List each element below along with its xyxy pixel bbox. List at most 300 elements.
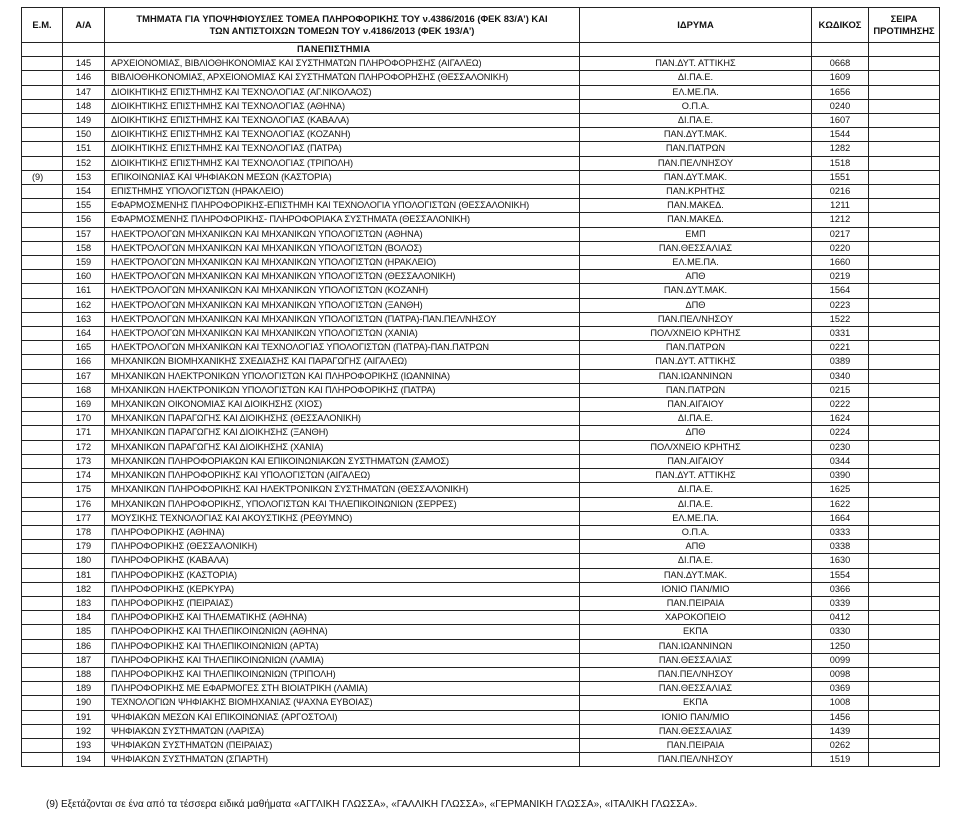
em-cell [22, 412, 63, 426]
table-row [22, 611, 940, 625]
em-cell [22, 327, 63, 341]
aa-cell: 172 [63, 440, 105, 454]
code-cell: 1250 [812, 639, 869, 653]
code-cell: 0668 [812, 57, 869, 71]
table-row [22, 71, 940, 85]
aa-cell: 165 [63, 341, 105, 355]
preference-cell [869, 738, 940, 752]
em-cell [22, 753, 63, 767]
preference-cell [869, 270, 940, 284]
institution-cell: ΕΛ.ΜΕ.ΠΑ. [580, 511, 812, 525]
department-name: ΗΛΕΚΤΡΟΛΟΓΩΝ ΜΗΧΑΝΙΚΩΝ ΚΑΙ ΜΗΧΑΝΙΚΩΝ ΥΠΟΛΟΓΙΣΤΩΝ (ΒΟΛΟΣ) [105, 241, 580, 255]
aa-cell: 176 [63, 497, 105, 511]
header-institution: ΙΔΡΥΜΑ [580, 8, 812, 43]
table-row [22, 625, 940, 639]
department-name: ΔΙΟΙΚΗΤΙΚΗΣ ΕΠΙΣΤΗΜΗΣ ΚΑΙ ΤΕΧΝΟΛΟΓΙΑΣ (ΑΓ.ΝΙΚΟΛΑΟΣ) [105, 85, 580, 99]
table-row [22, 57, 940, 71]
department-name: ΜΗΧΑΝΙΚΩΝ ΠΛΗΡΟΦΟΡΙΚΗΣ ΚΑΙ ΗΛΕΚΤΡΟΝΙΚΩΝ ΣΥΣΤΗΜΑΤΩΝ (ΘΕΣΣΑΛΟΝΙΚΗ) [105, 483, 580, 497]
department-name: ΠΛΗΡΟΦΟΡΙΚΗΣ ΚΑΙ ΤΗΛΕΠΙΚΟΙΝΩΝΙΩΝ (ΛΑΜΙΑ) [105, 653, 580, 667]
code-cell: 0222 [812, 398, 869, 412]
aa-cell: 159 [63, 256, 105, 270]
em-cell [22, 738, 63, 752]
aa-cell: 149 [63, 114, 105, 128]
aa-cell: 168 [63, 383, 105, 397]
preference-cell [869, 753, 940, 767]
code-cell: 1660 [812, 256, 869, 270]
preference-cell [869, 355, 940, 369]
em-cell [22, 85, 63, 99]
em-cell [22, 525, 63, 539]
code-cell: 0230 [812, 440, 869, 454]
table-row [22, 369, 940, 383]
code-cell: 0262 [812, 738, 869, 752]
code-cell: 1456 [812, 710, 869, 724]
code-cell: 0333 [812, 525, 869, 539]
em-cell [22, 355, 63, 369]
header-title [105, 8, 580, 43]
preference-cell [869, 667, 940, 681]
em-cell [22, 398, 63, 412]
preference-cell [869, 525, 940, 539]
em-cell [22, 454, 63, 468]
aa-cell: 169 [63, 398, 105, 412]
table-row [22, 213, 940, 227]
preference-cell [869, 156, 940, 170]
em-cell [22, 185, 63, 199]
preference-cell [869, 454, 940, 468]
preference-cell [869, 170, 940, 184]
code-cell: 0240 [812, 99, 869, 113]
em-cell [22, 142, 63, 156]
em-cell [22, 383, 63, 397]
aa-cell: 160 [63, 270, 105, 284]
preference-cell [869, 511, 940, 525]
preference-cell [869, 596, 940, 610]
code-cell: 0412 [812, 611, 869, 625]
institution-cell: ΔΙ.ΠΑ.Ε. [580, 71, 812, 85]
aa-cell: 147 [63, 85, 105, 99]
preference-cell [869, 696, 940, 710]
code-cell: 1519 [812, 753, 869, 767]
em-cell [22, 568, 63, 582]
department-name: ΜΟΥΣΙΚΗΣ ΤΕΧΝΟΛΟΓΙΑΣ ΚΑΙ ΑΚΟΥΣΤΙΚΗΣ (ΡΕΘΥΜΝΟ) [105, 511, 580, 525]
department-name: ΜΗΧΑΝΙΚΩΝ ΗΛΕΚΤΡΟΝΙΚΩΝ ΥΠΟΛΟΓΙΣΤΩΝ ΚΑΙ ΠΛΗΡΟΦΟΡΙΚΗΣ (ΙΩΑΝΝΙΝΑ) [105, 369, 580, 383]
preference-cell [869, 682, 940, 696]
aa-cell: 170 [63, 412, 105, 426]
table-row [22, 185, 940, 199]
preference-cell [869, 469, 940, 483]
aa-cell: 180 [63, 554, 105, 568]
institution-cell: ΔΠΘ [580, 298, 812, 312]
aa-cell: 148 [63, 99, 105, 113]
footnote: (9) Εξετάζονται σε ένα από τα τέσσερα ειδικά μαθήματα «ΑΓΓΛΙΚΗ ΓΛΩΣΣΑ», «ΓΑΛΛΙΚΗ ΓΛΩΣΣΑ», «ΓΕΡΜΑΝΙΚΗ ΓΛΩΣΣΑ», «ΙΤΑΛΙΚΗ ΓΛΩΣΣΑ». [46, 799, 698, 810]
department-name: ΨΗΦΙΑΚΩΝ ΜΕΣΩΝ ΚΑΙ ΕΠΙΚΟΙΝΩΝΙΑΣ (ΑΡΓΟΣΤΟΛΙ) [105, 710, 580, 724]
institution-cell: ΠΟΛ/ΧΝΕΙΟ ΚΡΗΤΗΣ [580, 327, 812, 341]
em-cell [22, 696, 63, 710]
department-name: ΜΗΧΑΝΙΚΩΝ ΠΑΡΑΓΩΓΗΣ ΚΑΙ ΔΙΟΙΚΗΣΗΣ (ΧΑΝΙΑ) [105, 440, 580, 454]
section-pref-cell [869, 43, 940, 57]
institution-cell: ΠΑΝ.ΠΑΤΡΩΝ [580, 383, 812, 397]
code-cell: 0340 [812, 369, 869, 383]
preference-cell [869, 312, 940, 326]
institution-cell: ΠΑΝ.ΠΑΤΡΩΝ [580, 142, 812, 156]
institution-cell: ΕΜΠ [580, 227, 812, 241]
code-cell: 0223 [812, 298, 869, 312]
institution-cell: ΠΑΝ.ΠΕΙΡΑΙΑ [580, 738, 812, 752]
header-preference-line1: ΣΕΙΡΑ [890, 13, 918, 24]
aa-cell: 145 [63, 57, 105, 71]
em-cell [22, 128, 63, 142]
department-name: ΠΛΗΡΟΦΟΡΙΚΗΣ (ΚΑΣΤΟΡΙΑ) [105, 568, 580, 582]
department-name: ΠΛΗΡΟΦΟΡΙΚΗΣ (ΘΕΣΣΑΛΟΝΙΚΗ) [105, 540, 580, 554]
department-name: ΨΗΦΙΑΚΩΝ ΣΥΣΤΗΜΑΤΩΝ (ΣΠΑΡΤΗ) [105, 753, 580, 767]
aa-cell: 167 [63, 369, 105, 383]
preference-cell [869, 540, 940, 554]
code-cell: 0217 [812, 227, 869, 241]
header-code: ΚΩΔΙΚΟΣ [812, 8, 869, 43]
institution-cell: ΠΑΝ.ΙΩΑΝΝΙΝΩΝ [580, 369, 812, 383]
preference-cell [869, 85, 940, 99]
department-name: ΕΠΙΚΟΙΝΩΝΙΑΣ ΚΑΙ ΨΗΦΙΑΚΩΝ ΜΕΣΩΝ (ΚΑΣΤΟΡΙΑ) [105, 170, 580, 184]
department-name: ΠΛΗΡΟΦΟΡΙΚΗΣ (ΚΕΡΚΥΡΑ) [105, 582, 580, 596]
em-cell [22, 611, 63, 625]
em-cell [22, 639, 63, 653]
aa-cell: 157 [63, 227, 105, 241]
table-row [22, 653, 940, 667]
aa-cell: 184 [63, 611, 105, 625]
institution-cell: ΠΑΝ.ΘΕΣΣΑΛΙΑΣ [580, 724, 812, 738]
institution-cell: ΔΙ.ΠΑ.Ε. [580, 114, 812, 128]
table-row [22, 440, 940, 454]
preference-cell [869, 611, 940, 625]
department-name: ΔΙΟΙΚΗΤΙΚΗΣ ΕΠΙΣΤΗΜΗΣ ΚΑΙ ΤΕΧΝΟΛΟΓΙΑΣ (ΚΑΒΑΛΑ) [105, 114, 580, 128]
em-cell [22, 99, 63, 113]
em-cell [22, 369, 63, 383]
department-name: ΜΗΧΑΝΙΚΩΝ ΠΑΡΑΓΩΓΗΣ ΚΑΙ ΔΙΟΙΚΗΣΗΣ (ΞΑΝΘΗ) [105, 426, 580, 440]
em-cell [22, 653, 63, 667]
institution-cell: ΠΑΝ.ΑΙΓΑΙΟΥ [580, 398, 812, 412]
institution-cell: ΠΑΝ.ΔΥΤ.ΜΑΚ. [580, 568, 812, 582]
preference-cell [869, 412, 940, 426]
institution-cell: ΠΑΝ.ΜΑΚΕΔ. [580, 213, 812, 227]
institution-cell: ΑΠΘ [580, 540, 812, 554]
code-cell: 1622 [812, 497, 869, 511]
aa-cell: 179 [63, 540, 105, 554]
section-row [22, 43, 940, 57]
em-cell [22, 724, 63, 738]
department-name: ΗΛΕΚΤΡΟΛΟΓΩΝ ΜΗΧΑΝΙΚΩΝ ΚΑΙ ΜΗΧΑΝΙΚΩΝ ΥΠΟΛΟΓΙΣΤΩΝ (ΑΘΗΝΑ) [105, 227, 580, 241]
code-cell: 0390 [812, 469, 869, 483]
table-row [22, 270, 940, 284]
preference-cell [869, 256, 940, 270]
institution-cell: ΠΑΝ.ΘΕΣΣΑΛΙΑΣ [580, 241, 812, 255]
code-cell: 1630 [812, 554, 869, 568]
em-cell [22, 341, 63, 355]
institution-cell: ΕΚΠΑ [580, 625, 812, 639]
department-name: ΗΛΕΚΤΡΟΛΟΓΩΝ ΜΗΧΑΝΙΚΩΝ ΚΑΙ ΜΗΧΑΝΙΚΩΝ ΥΠΟΛΟΓΙΣΤΩΝ (ΞΑΝΘΗ) [105, 298, 580, 312]
preference-cell [869, 710, 940, 724]
preference-cell [869, 383, 940, 397]
header-title-line1: ΤΜΗΜΑΤΑ ΓΙΑ ΥΠΟΨΗΦΙΟΥΣ/ΙΕΣ ΤΟΜΕΑ ΠΛΗΡΟΦΟΡΙΚΗΣ ΤΟΥ ν.4386/2016 (ΦΕΚ 83/Α’) ΚΑΙ [136, 13, 548, 24]
table-row [22, 327, 940, 341]
table-row [22, 525, 940, 539]
department-name: ΒΙΒΛΙΟΘΗΚΟΝΟΜΙΑΣ, ΑΡΧΕΙΟΝΟΜΙΑΣ ΚΑΙ ΣΥΣΤΗΜΑΤΩΝ ΠΛΗΡΟΦΟΡΗΣΗΣ (ΘΕΣΣΑΛΟΝΙΚΗ) [105, 71, 580, 85]
table-row [22, 256, 940, 270]
institution-cell: ΔΙ.ΠΑ.Ε. [580, 412, 812, 426]
aa-cell: 151 [63, 142, 105, 156]
institution-cell: ΔΠΘ [580, 426, 812, 440]
aa-cell: 193 [63, 738, 105, 752]
aa-cell: 155 [63, 199, 105, 213]
em-cell [22, 710, 63, 724]
table-row [22, 511, 940, 525]
department-name: ΨΗΦΙΑΚΩΝ ΣΥΣΤΗΜΑΤΩΝ (ΠΕΙΡΑΙΑΣ) [105, 738, 580, 752]
aa-cell: 190 [63, 696, 105, 710]
table-row [22, 540, 940, 554]
institution-cell: ΠΑΝ.ΠΕΛ/ΝΗΣΟΥ [580, 156, 812, 170]
code-cell: 1211 [812, 199, 869, 213]
aa-cell: 152 [63, 156, 105, 170]
institution-cell: Ο.Π.Α. [580, 525, 812, 539]
institution-cell: ΔΙ.ΠΑ.Ε. [580, 483, 812, 497]
department-name: ΜΗΧΑΝΙΚΩΝ ΠΑΡΑΓΩΓΗΣ ΚΑΙ ΔΙΟΙΚΗΣΗΣ (ΘΕΣΣΑΛΟΝΙΚΗ) [105, 412, 580, 426]
header-aa: Α/Α [63, 8, 105, 43]
table-row [22, 682, 940, 696]
institution-cell: ΔΙ.ΠΑ.Ε. [580, 554, 812, 568]
table-row [22, 284, 940, 298]
preference-cell [869, 298, 940, 312]
institution-cell: ΠΑΝ.ΜΑΚΕΔ. [580, 199, 812, 213]
department-name: ΠΛΗΡΟΦΟΡΙΚΗΣ ΚΑΙ ΤΗΛΕΠΙΚΟΙΝΩΝΙΩΝ (ΑΘΗΝΑ) [105, 625, 580, 639]
preference-cell [869, 142, 940, 156]
em-cell [22, 57, 63, 71]
department-name: ΔΙΟΙΚΗΤΙΚΗΣ ΕΠΙΣΤΗΜΗΣ ΚΑΙ ΤΕΧΝΟΛΟΓΙΑΣ (ΚΟΖΑΝΗ) [105, 128, 580, 142]
institution-cell: ΠΑΝ.ΔΥΤ.ΜΑΚ. [580, 170, 812, 184]
aa-cell: 192 [63, 724, 105, 738]
aa-cell: 156 [63, 213, 105, 227]
preference-cell [869, 554, 940, 568]
preference-cell [869, 582, 940, 596]
preference-cell [869, 497, 940, 511]
institution-cell: ΠΑΝ.ΠΕΙΡΑΙΑ [580, 596, 812, 610]
code-cell: 1522 [812, 312, 869, 326]
table-row [22, 412, 940, 426]
department-name: ΗΛΕΚΤΡΟΛΟΓΩΝ ΜΗΧΑΝΙΚΩΝ ΚΑΙ ΜΗΧΑΝΙΚΩΝ ΥΠΟΛΟΓΙΣΤΩΝ (ΧΑΝΙΑ) [105, 327, 580, 341]
institution-cell: ΑΠΘ [580, 270, 812, 284]
preference-cell [869, 440, 940, 454]
em-cell [22, 497, 63, 511]
aa-cell: 166 [63, 355, 105, 369]
em-cell [22, 114, 63, 128]
em-cell [22, 582, 63, 596]
preference-cell [869, 284, 940, 298]
aa-cell: 188 [63, 667, 105, 681]
table-row [22, 568, 940, 582]
code-cell: 1008 [812, 696, 869, 710]
department-name: ΔΙΟΙΚΗΤΙΚΗΣ ΕΠΙΣΤΗΜΗΣ ΚΑΙ ΤΕΧΝΟΛΟΓΙΑΣ (ΑΘΗΝΑ) [105, 99, 580, 113]
aa-cell: 187 [63, 653, 105, 667]
aa-cell: 194 [63, 753, 105, 767]
em-cell [22, 540, 63, 554]
institution-cell: ΠΑΝ.ΔΥΤ. ΑΤΤΙΚΗΣ [580, 469, 812, 483]
institution-cell: ΕΛ.ΜΕ.ΠΑ. [580, 85, 812, 99]
table-row [22, 639, 940, 653]
em-cell [22, 483, 63, 497]
em-cell: (9) [22, 170, 63, 184]
code-cell: 0221 [812, 341, 869, 355]
header-preference [869, 8, 940, 43]
institution-cell: ΙΟΝΙΟ ΠΑΝ/ΜΙΟ [580, 710, 812, 724]
table-row [22, 170, 940, 184]
department-name: ΜΗΧΑΝΙΚΩΝ ΠΛΗΡΟΦΟΡΙΚΗΣ ΚΑΙ ΥΠΟΛΟΓΙΣΤΩΝ (ΑΙΓΑΛΕΩ) [105, 469, 580, 483]
em-cell [22, 284, 63, 298]
aa-cell: 189 [63, 682, 105, 696]
table-row [22, 142, 940, 156]
em-cell [22, 199, 63, 213]
department-name: ΜΗΧΑΝΙΚΩΝ ΠΛΗΡΟΦΟΡΙΚΗΣ, ΥΠΟΛΟΓΙΣΤΩΝ ΚΑΙ ΤΗΛΕΠΙΚΟΙΝΩΝΙΩΝ (ΣΕΡΡΕΣ) [105, 497, 580, 511]
preference-cell [869, 398, 940, 412]
em-cell [22, 682, 63, 696]
institution-cell: ΙΟΝΙΟ ΠΑΝ/ΜΙΟ [580, 582, 812, 596]
aa-cell: 183 [63, 596, 105, 610]
table-row [22, 398, 940, 412]
em-cell [22, 256, 63, 270]
preference-cell [869, 639, 940, 653]
aa-cell: 175 [63, 483, 105, 497]
header-em: Ε.Μ. [22, 8, 63, 43]
aa-cell: 174 [63, 469, 105, 483]
table-row [22, 483, 940, 497]
em-cell [22, 440, 63, 454]
institution-cell: ΧΑΡΟΚΟΠΕΙΟ [580, 611, 812, 625]
table-row [22, 99, 940, 113]
code-cell: 1624 [812, 412, 869, 426]
institution-cell: ΠΑΝ.ΠΕΛ/ΝΗΣΟΥ [580, 753, 812, 767]
em-cell [22, 625, 63, 639]
table-row [22, 156, 940, 170]
aa-cell: 153 [63, 170, 105, 184]
em-cell [22, 270, 63, 284]
code-cell: 0330 [812, 625, 869, 639]
department-name: ΨΗΦΙΑΚΩΝ ΣΥΣΤΗΜΑΤΩΝ (ΛΑΡΙΣΑ) [105, 724, 580, 738]
preference-cell [869, 57, 940, 71]
code-cell: 1212 [812, 213, 869, 227]
table-row [22, 241, 940, 255]
institution-cell: Ο.Π.Α. [580, 99, 812, 113]
institution-cell: ΠΑΝ.ΑΙΓΑΙΟΥ [580, 454, 812, 468]
table-row [22, 724, 940, 738]
institution-cell: ΠΑΝ.ΔΥΤ. ΑΤΤΙΚΗΣ [580, 355, 812, 369]
code-cell: 0389 [812, 355, 869, 369]
table-row [22, 341, 940, 355]
table-row [22, 227, 940, 241]
code-cell: 0219 [812, 270, 869, 284]
code-cell: 0338 [812, 540, 869, 554]
aa-cell: 164 [63, 327, 105, 341]
preference-cell [869, 241, 940, 255]
code-cell: 0369 [812, 682, 869, 696]
department-name: ΠΛΗΡΟΦΟΡΙΚΗΣ (ΚΑΒΑΛΑ) [105, 554, 580, 568]
preference-cell [869, 199, 940, 213]
department-name: ΜΗΧΑΝΙΚΩΝ ΠΛΗΡΟΦΟΡΙΑΚΩΝ ΚΑΙ ΕΠΙΚΟΙΝΩΝΙΑΚΩΝ ΣΥΣΤΗΜΑΤΩΝ (ΣΑΜΟΣ) [105, 454, 580, 468]
code-cell: 1625 [812, 483, 869, 497]
institution-cell: ΠΑΝ.ΔΥΤ.ΜΑΚ. [580, 128, 812, 142]
table-row [22, 582, 940, 596]
institution-cell: ΔΙ.ΠΑ.Ε. [580, 497, 812, 511]
institution-cell: ΕΚΠΑ [580, 696, 812, 710]
code-cell: 0339 [812, 596, 869, 610]
table-row [22, 383, 940, 397]
table-row [22, 85, 940, 99]
section-aa-cell [63, 43, 105, 57]
aa-cell: 171 [63, 426, 105, 440]
department-name: ΗΛΕΚΤΡΟΛΟΓΩΝ ΜΗΧΑΝΙΚΩΝ ΚΑΙ ΜΗΧΑΝΙΚΩΝ ΥΠΟΛΟΓΙΣΤΩΝ (ΠΑΤΡΑ)-ΠΑΝ.ΠΕΛ/ΝΗΣΟΥ [105, 312, 580, 326]
preference-cell [869, 99, 940, 113]
code-cell: 1609 [812, 71, 869, 85]
table-row [22, 312, 940, 326]
institution-cell: ΠΑΝ.ΔΥΤ.ΜΑΚ. [580, 284, 812, 298]
preference-cell [869, 341, 940, 355]
department-name: ΤΕΧΝΟΛΟΓΙΩΝ ΨΗΦΙΑΚΗΣ ΒΙΟΜΗΧΑΝΙΑΣ (ΨΑΧΝΑ ΕΥΒΟΙΑΣ) [105, 696, 580, 710]
code-cell: 1656 [812, 85, 869, 99]
table-row [22, 738, 940, 752]
em-cell [22, 426, 63, 440]
aa-cell: 162 [63, 298, 105, 312]
department-name: ΠΛΗΡΟΦΟΡΙΚΗΣ (ΑΘΗΝΑ) [105, 525, 580, 539]
table-row [22, 667, 940, 681]
preference-cell [869, 724, 940, 738]
aa-cell: 177 [63, 511, 105, 525]
code-cell: 0331 [812, 327, 869, 341]
department-name: ΠΛΗΡΟΦΟΡΙΚΗΣ ΚΑΙ ΤΗΛΕΜΑΤΙΚΗΣ (ΑΘΗΝΑ) [105, 611, 580, 625]
aa-cell: 150 [63, 128, 105, 142]
table-row [22, 128, 940, 142]
department-name: ΗΛΕΚΤΡΟΛΟΓΩΝ ΜΗΧΑΝΙΚΩΝ ΚΑΙ ΤΕΧΝΟΛΟΓΙΑΣ ΥΠΟΛΟΓΙΣΤΩΝ (ΠΑΤΡΑ)-ΠΑΝ.ΠΑΤΡΩΝ [105, 341, 580, 355]
aa-cell: 154 [63, 185, 105, 199]
department-name: ΜΗΧΑΝΙΚΩΝ ΒΙΟΜΗΧΑΝΙΚΗΣ ΣΧΕΔΙΑΣΗΣ ΚΑΙ ΠΑΡΑΓΩΓΗΣ (ΑΙΓΑΛΕΩ) [105, 355, 580, 369]
preference-cell [869, 114, 940, 128]
section-em-cell [22, 43, 63, 57]
code-cell: 1607 [812, 114, 869, 128]
department-name: ΜΗΧΑΝΙΚΩΝ ΟΙΚΟΝΟΜΙΑΣ ΚΑΙ ΔΙΟΙΚΗΣΗΣ (ΧΙΟΣ) [105, 398, 580, 412]
code-cell: 1554 [812, 568, 869, 582]
preference-cell [869, 227, 940, 241]
department-name: ΕΦΑΡΜΟΣΜΕΝΗΣ ΠΛΗΡΟΦΟΡΙΚΗΣ-ΕΠΙΣΤΗΜΗ ΚΑΙ ΤΕΧΝΟΛΟΓΙΑ ΥΠΟΛΟΓΙΣΤΩΝ (ΘΕΣΣΑΛΟΝΙΚΗ) [105, 199, 580, 213]
preference-cell [869, 625, 940, 639]
department-name: ΗΛΕΚΤΡΟΛΟΓΩΝ ΜΗΧΑΝΙΚΩΝ ΚΑΙ ΜΗΧΑΝΙΚΩΝ ΥΠΟΛΟΓΙΣΤΩΝ (ΘΕΣΣΑΛΟΝΙΚΗ) [105, 270, 580, 284]
em-cell [22, 298, 63, 312]
em-cell [22, 554, 63, 568]
em-cell [22, 227, 63, 241]
code-cell: 0366 [812, 582, 869, 596]
institution-cell: ΠΑΝ.ΘΕΣΣΑΛΙΑΣ [580, 653, 812, 667]
em-cell [22, 312, 63, 326]
aa-cell: 185 [63, 625, 105, 639]
code-cell: 0099 [812, 653, 869, 667]
aa-cell: 191 [63, 710, 105, 724]
em-cell [22, 596, 63, 610]
table-row [22, 753, 940, 767]
departments-table [21, 7, 940, 767]
preference-cell [869, 483, 940, 497]
table-row [22, 469, 940, 483]
aa-cell: 173 [63, 454, 105, 468]
institution-cell: ΠΑΝ.ΠΕΛ/ΝΗΣΟΥ [580, 312, 812, 326]
code-cell: 1564 [812, 284, 869, 298]
code-cell: 0344 [812, 454, 869, 468]
table-row [22, 298, 940, 312]
department-name: ΗΛΕΚΤΡΟΛΟΓΩΝ ΜΗΧΑΝΙΚΩΝ ΚΑΙ ΜΗΧΑΝΙΚΩΝ ΥΠΟΛΟΓΙΣΤΩΝ (ΗΡΑΚΛΕΙΟ) [105, 256, 580, 270]
